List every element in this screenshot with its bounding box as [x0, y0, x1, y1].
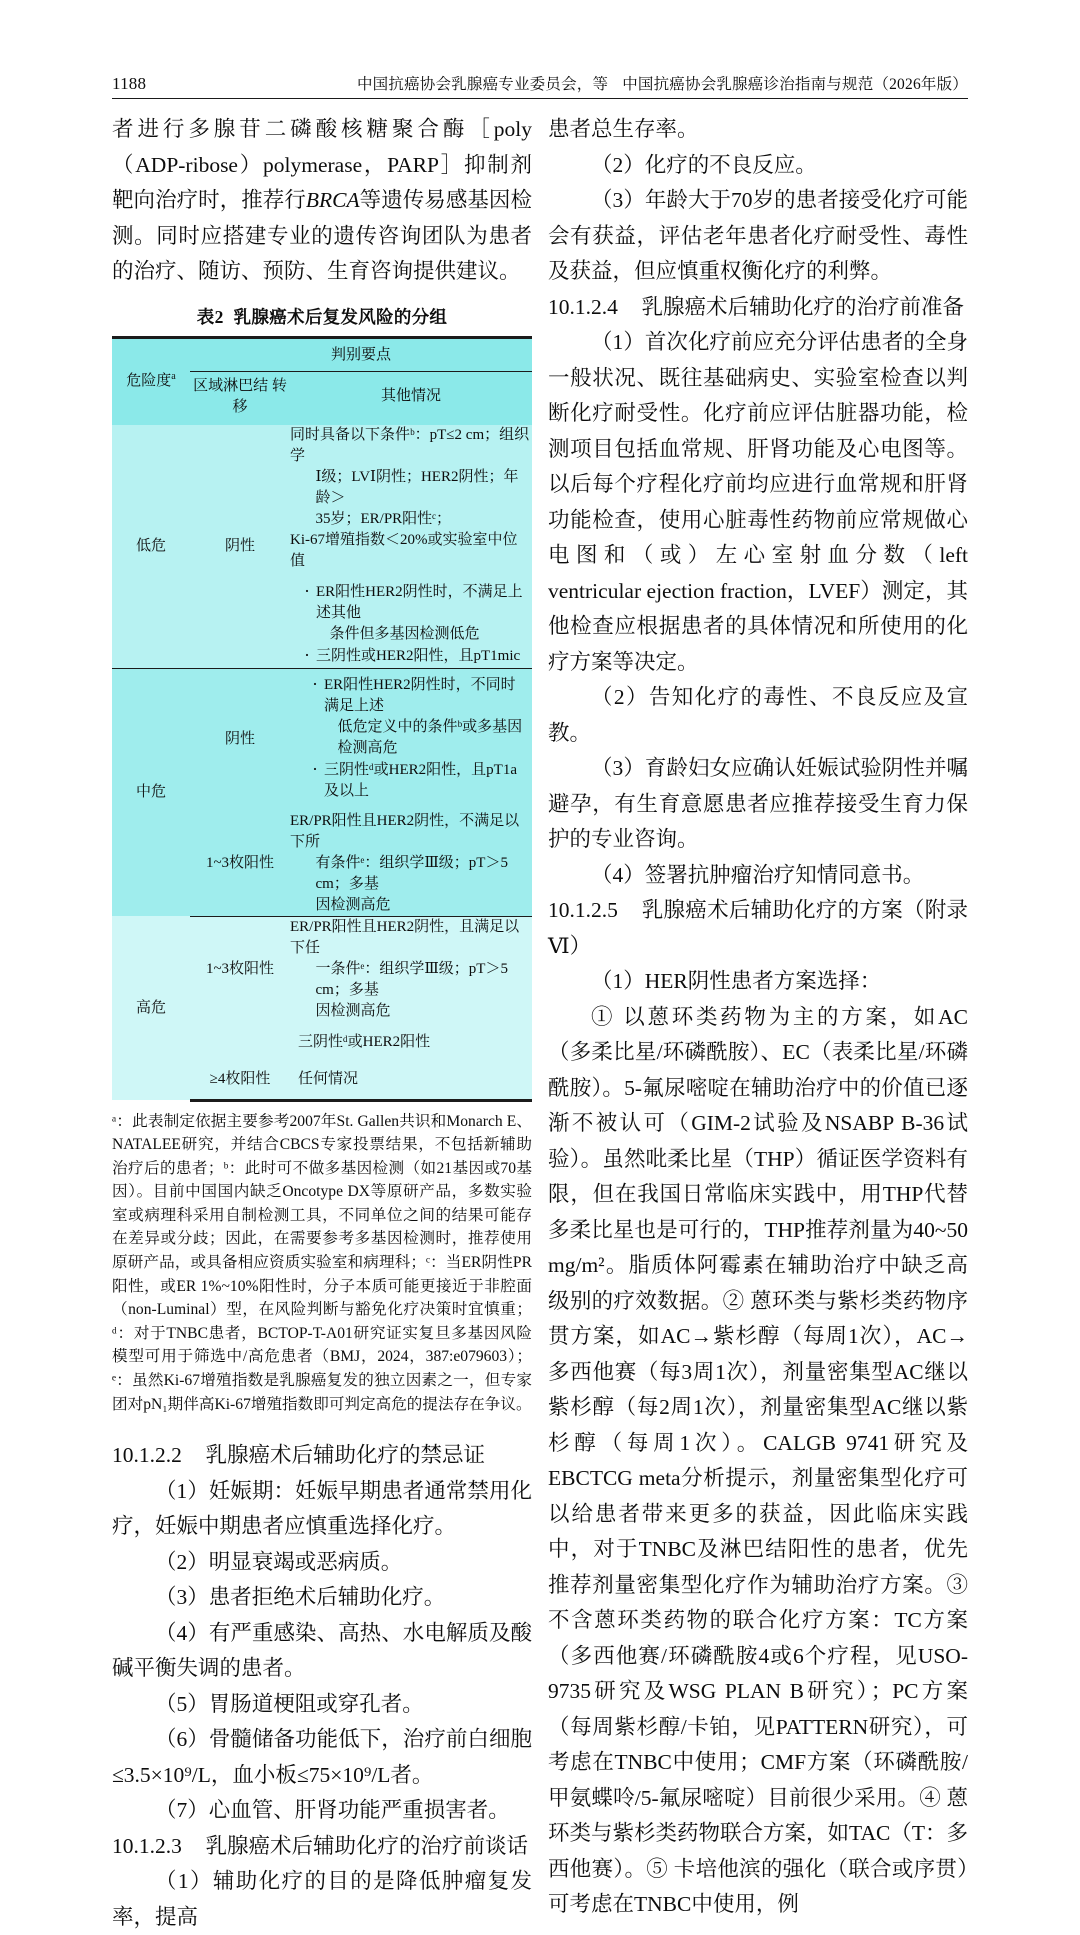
- row-nodes-mid-neg: 阴性: [190, 668, 290, 811]
- mid-bullet-list: [298, 675, 526, 802]
- list-item: [302, 646, 532, 667]
- section-number: 10.1.2.3: [112, 1833, 182, 1858]
- running-head-source: 中国抗癌协会乳腺癌诊治指南与规范（2026年版）: [622, 76, 968, 93]
- para-part-1: 者进行多腺苷二磷酸核糖聚合酶［poly（ADP-ribose）polymerase，PARP］抑制剂靶向治疗时，推荐行: [112, 117, 532, 212]
- row-nodes-mid-13: 1~3枚阳性: [190, 811, 290, 917]
- risk-table-block: [112, 304, 532, 1417]
- left-column: [112, 112, 532, 1935]
- section-number: 10.1.2.4: [548, 294, 618, 319]
- high13-l1: ER/PR阳性且HER2阴性，且满足以下任: [290, 918, 520, 956]
- running-head-authors: 中国抗癌协会乳腺癌专业委员会，等: [356, 76, 609, 93]
- running-head-title: [357, 72, 968, 94]
- section-10122-item-4: （4）有严重感染、高热、水电解质及酸碱平衡失调的患者。: [112, 1620, 532, 1681]
- low-line-2: Ⅰ级；LVⅠ阴性；HER2阴性；年龄＞: [315, 468, 519, 506]
- row-nodes-low: 阴性: [190, 425, 290, 669]
- row-other-mid-13: [290, 811, 532, 917]
- mid13-l1: ER/PR阳性且HER2阴性，不满足以下所: [290, 812, 520, 850]
- mid13-l2: 有条件ᵉ：组织学Ⅲ级；pT＞5 cm；多基: [315, 854, 508, 892]
- table-row: [112, 668, 532, 811]
- table-caption-text: 乳腺癌术后复发风险的分组: [233, 306, 448, 327]
- low-bullet-list: [290, 582, 532, 667]
- row-other-mid-neg: [290, 668, 532, 811]
- section-10122-item-7: （7）心血管、肝肾功能严重损害者。: [155, 1798, 510, 1823]
- section-title: 乳腺癌术后辅助化疗的方案（附录Ⅵ）: [548, 898, 968, 958]
- right-column: [548, 112, 968, 1923]
- section-10122-item-5: （5）胃肠道梗阻或穿孔者。: [155, 1691, 424, 1716]
- row-risk-high: 高危: [112, 916, 190, 1100]
- running-head: [112, 72, 968, 94]
- low-line-1: 同时具备以下条件ᵇ：pT≤2 cm；组织学: [290, 426, 530, 464]
- section-10122-item-2: （2）明显衰竭或恶病质。: [155, 1549, 403, 1574]
- section-heading-10-1-2-2: [112, 1438, 532, 1474]
- section-title: 乳腺癌术后辅助化疗的禁忌证: [205, 1443, 486, 1468]
- row-nodes-high-4plus: ≥4枚阳性: [190, 1063, 290, 1101]
- low-b2-l1: · 三阴性或HER2阳性，且pT1mic: [316, 647, 521, 664]
- section-title: 乳腺癌术后辅助化疗的治疗前谈话: [205, 1833, 529, 1858]
- header-node-line1: 区域淋巴结: [193, 377, 269, 394]
- page-number: 1188: [112, 74, 147, 93]
- header-cell-node-status: [190, 371, 290, 425]
- right-continued-item-2: （2）化疗的不良反应。: [591, 152, 817, 177]
- header-risk-label: 危险度: [126, 373, 172, 389]
- risk-table: [112, 336, 532, 1102]
- low-b1-l1: · ER阳性HER2阴性时，不满足上述其他: [316, 583, 523, 621]
- section-10122-item-6: （6）骨髓储备功能低下，治疗前白细胞≤3.5×10⁹/L，血小板≤75×10⁹/L者。: [112, 1727, 532, 1787]
- section-heading-10-1-2-5: [548, 893, 968, 964]
- para-part-2: 等遗传易感基因检测。同时应搭建专业的遗传咨询团队为患者的治疗、随访、预防、生育咨询提供建议。: [112, 188, 532, 283]
- section-heading-10-1-2-4: [548, 290, 968, 326]
- header-cell-risk: [112, 337, 190, 425]
- right-continued-line: 患者总生存率。: [548, 117, 699, 141]
- section-title: 乳腺癌术后辅助化疗的治疗前准备: [641, 294, 965, 319]
- mid13-l3: 因检测高危: [315, 896, 391, 913]
- high13-l2: 一条件ᵉ：组织学Ⅲ级；pT＞5 cm；多基: [315, 960, 508, 998]
- mid-b2-l1: 三阴性ᵈ或HER2阳性，且pT1a及以上: [324, 761, 517, 799]
- row-other-high-any: 任何情况: [290, 1063, 532, 1101]
- table-caption: [112, 304, 532, 329]
- header-node-line2: 转移: [232, 377, 287, 415]
- list-item: [302, 582, 532, 645]
- table-row: [112, 916, 532, 1022]
- row-nodes-high-blank: [190, 1022, 290, 1063]
- table-row: [112, 425, 532, 669]
- list-item: [310, 760, 526, 802]
- row-other-high-13: [290, 916, 532, 1022]
- table-caption-label: 表2: [196, 306, 224, 327]
- header-cell-other: 其他情况: [290, 371, 532, 425]
- list-item: [310, 675, 526, 759]
- low-line-4: Ki-67增殖指数＜20%或实验室中位值: [290, 531, 518, 569]
- section-10124-item-1: （1）首次化疗前应充分评估患者的全身一般状况、既往基础病史、实验室检查以判断化疗耐受性。化疗前应评估脏器功能，检测项目包括血常规、肝肾功能及心电图等。以后每个疗程化疗前均应进行血常规和肝肾功能检查，使用心脏毒性药物前应常规做心电图和（或）左心室射血分数（left ventricular ejection fraction，LVEF）测定，其他检查应根据患者的具体情况和所使用的化疗方案等决定。: [548, 330, 968, 674]
- table-header-row-span: [112, 337, 532, 371]
- section-number: 10.1.2.5: [548, 898, 618, 922]
- section-10123-item-1: （1）辅助化疗的目的是降低肿瘤复发率，提高: [112, 1869, 532, 1929]
- paragraph-continued: [112, 112, 532, 290]
- section-10125-item-1: （1）HER阴性患者方案选择：: [591, 969, 882, 993]
- table-footnote: ᵃ：此表制定依据主要参考2007年St. Gallen共识和Monarch E、NATALEE研究，并结合CBCS专家投票结果，不包括新辅助治疗后的患者；ᵇ：此时可不做多基因检测（如21基因或70基因）。目前中国国内缺乏Oncotype DX等原研产品，多数实验室或病理科采用自制检测工具，不同单位之间的结果可能存在差异或分歧；因此，在需要参考多基因检测时，推荐使用原研产品，或具备相应资质实验室和病理科；ᶜ：当ER阴性PR阳性，或ER 1%~10%阳性时，分子本质可能更接近于非腔面（non-Luminal）型，在风险判断与豁免化疗决策时宜慎重；ᵈ：对于TNBC患者，BCTOP-T-A01研究证实复旦多基因风险模型可用于筛选中/高危患者（BMJ，2024，387:e079603）；ᵉ：虽然Ki-67增殖指数是乳腺癌复发的独立因素之一，但专家团对pN₁期伴高Ki-67增殖指数即可判定高危的提法存在争议。: [112, 1112, 532, 1413]
- mid-b1-l2: 低危定义中的条件ᵇ或多基因检测高危: [337, 718, 523, 756]
- section-10124-item-4: （4）签署抗肿瘤治疗知情同意书。: [591, 862, 925, 887]
- low-b1-l2: 条件但多基因检测低危: [329, 625, 480, 642]
- right-continued-item-3: （3）年龄大于70岁的患者接受化疗可能会有获益，评估老年患者化疗耐受性、毒性及获益，但应慎重权衡化疗的利弊。: [548, 188, 968, 283]
- section-10124-item-2: （2）告知化疗的毒性、不良反应及宣教。: [548, 685, 968, 745]
- section-number: 10.1.2.2: [112, 1443, 182, 1468]
- section-10122-item-3: （3）患者拒绝术后辅助化疗。: [155, 1585, 446, 1610]
- row-risk-low: 低危: [112, 425, 190, 669]
- row-other-high-tnbc: 三阴性ᵈ或HER2阳性: [290, 1022, 532, 1063]
- section-10125-item-2: ① 以蒽环类药物为主的方案，如AC（多柔比星/环磷酰胺）、EC（表柔比星/环磷酰胺）。5-氟尿嘧啶在辅助治疗中的价值已逐渐不被认可（GIM-2试验及NSABP B-36试验）。虽然吡柔比星（THP）循证医学资料有限，但在我国日常临床实践中，用THP代替多柔比星也是可行的，THP推荐剂量为40~50 mg/m²。脂质体阿霉素在辅助治疗中缺乏高级别的疗效数据。② 蒽环类与紫杉类药物序贯方案，如AC→紫杉醇（每周1次），AC→多西他赛（每3周1次），剂量密集型AC继以紫杉醇（每2周1次），剂量密集型AC继以紫杉醇（每周1次）。CALGB 9741研究及EBCTCG meta分析提示，剂量密集型化疗可以给患者带来更多的获益，因此临床实践中，对于TNBC及淋巴结阳性的患者，优先推荐剂量密集型化疗作为辅助治疗方案。③ 不含蒽环类药物的联合化疗方案：TC方案（多西他赛/环磷酰胺4或6个疗程，见USO-9735研究及WSG PLAN B研究）；PC方案（每周紫杉醇/卡铂，见PATTERN研究），可考虑在TNBC中使用；CMF方案（环磷酰胺/甲氨蝶呤/5-氟尿嘧啶）目前很少采用。④ 蒽环类与紫杉类药物联合方案，如TAC（T：多西他赛）。⑤ 卡培他滨的强化（联合或序贯）可考虑在TNBC中使用，例: [548, 1004, 968, 1916]
- header-cell-criteria: 判别要点: [190, 337, 532, 371]
- row-other-low: [290, 425, 532, 669]
- header-risk-footnote-mark: a: [171, 371, 176, 382]
- header-rule: [112, 98, 968, 99]
- high13-l3: 因检测高危: [315, 1002, 391, 1019]
- section-10124-item-3: （3）育龄妇女应确认妊娠试验阴性并嘱避孕，有生育意愿患者应推荐接受生育力保护的专业咨询。: [548, 756, 968, 851]
- gene-name-brca: BRCA: [305, 188, 360, 212]
- row-nodes-high-13: 1~3枚阳性: [190, 916, 290, 1022]
- mid-b1-l1: ER阳性HER2阴性时，不同时满足上述: [324, 676, 516, 714]
- low-line-3: 35岁；ER/PR阳性ᶜ；: [315, 510, 452, 527]
- row-risk-mid: 中危: [112, 668, 190, 916]
- section-10122-item-1: （1）妊娠期：妊娠早期患者通常禁用化疗，妊娠中期患者应慎重选择化疗。: [112, 1478, 532, 1539]
- section-heading-10-1-2-3: [112, 1829, 532, 1865]
